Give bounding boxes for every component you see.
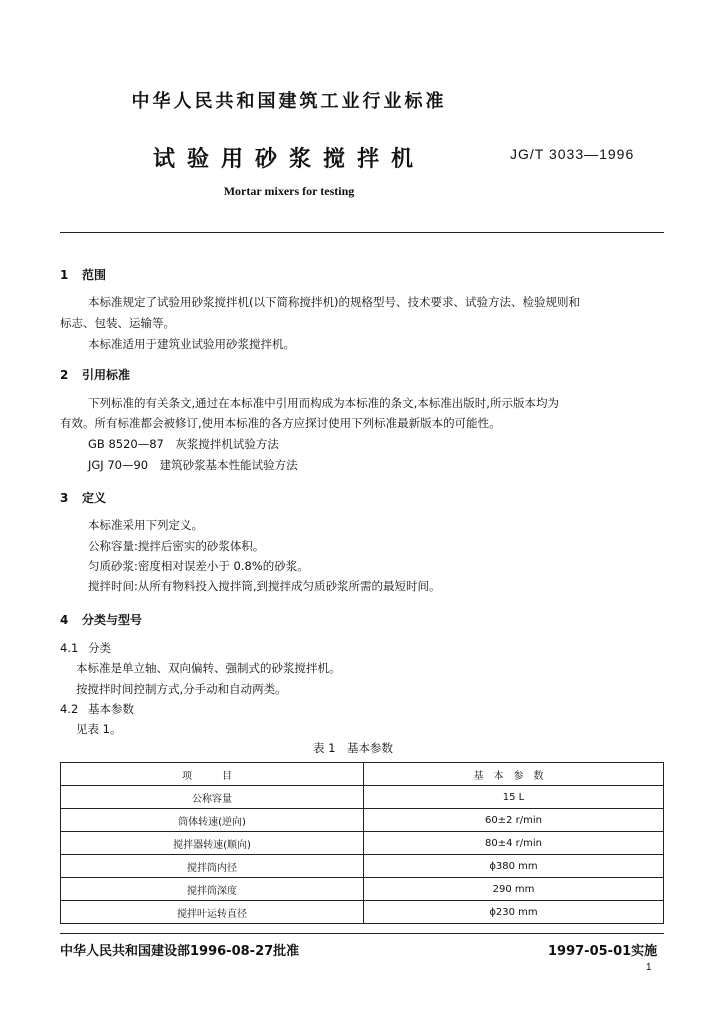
param-value: 290 mm <box>364 878 664 901</box>
paragraph-line: 按搅拌时间控制方式,分手动和自动两类。 <box>76 682 287 696</box>
section-number: 2 <box>60 368 69 382</box>
param-value: 80±4 r/min <box>364 832 664 855</box>
paragraph-line: 本标准适用于建筑业试验用砂浆搅拌机。 <box>88 337 295 351</box>
header-divider <box>60 232 664 233</box>
footer-divider <box>60 933 664 934</box>
paragraph-line: 标志、包装、运输等。 <box>60 316 175 330</box>
document-title: 试验用砂浆搅拌机 <box>152 147 425 172</box>
section-number: 1 <box>60 268 69 282</box>
subsection-title: 分类 <box>88 641 111 655</box>
definition-mixing-time: 搅拌时间:从所有物料投入搅拌筒,到搅拌成匀质砂浆所需的最短时间。 <box>88 579 441 593</box>
paragraph-line: 本标准采用下列定义。 <box>88 518 203 532</box>
section-2-heading <box>60 366 130 383</box>
param-value: 60±2 r/min <box>364 809 664 832</box>
param-name: 搅拌筒内径 <box>61 855 364 878</box>
param-name: 筒体转速(逆向) <box>61 809 364 832</box>
reference-gb-8520: GB 8520—87 灰浆搅拌机试验方法 <box>88 437 279 451</box>
subsection-number: 4.1 <box>60 641 79 655</box>
param-name: 搅拌器转速(顺向) <box>61 832 364 855</box>
subsection-4-2-heading <box>60 701 134 717</box>
english-title: Mortar mixers for testing <box>223 184 355 198</box>
header-value: 基本参数 <box>364 763 664 786</box>
section-3-heading <box>60 489 106 506</box>
page-number: 1 <box>646 962 652 973</box>
section-title: 定义 <box>82 491 107 505</box>
effective-date: 1997-05-01实施 <box>548 944 658 959</box>
table-row <box>61 901 664 924</box>
param-name: 公称容量 <box>61 786 364 809</box>
subsection-4-1-heading <box>60 640 111 656</box>
paragraph-line: 本标准是单立轴、双向偏转、强制式的砂浆搅拌机。 <box>76 661 341 675</box>
section-title: 分类与型号 <box>82 613 143 627</box>
basic-parameters-table <box>60 762 664 924</box>
section-number: 4 <box>60 613 69 627</box>
table-row <box>61 832 664 855</box>
reference-jgj-70: JGJ 70—90 建筑砂浆基本性能试验方法 <box>88 458 298 472</box>
param-name: 搅拌筒深度 <box>61 878 364 901</box>
param-name: 搅拌叶运转直径 <box>61 901 364 924</box>
header-item: 项 目 <box>61 763 364 786</box>
section-title: 范围 <box>82 268 107 282</box>
param-value: ϕ380 mm <box>364 855 664 878</box>
section-1-heading <box>60 266 106 283</box>
param-value: ϕ230 mm <box>364 901 664 924</box>
subsection-number: 4.2 <box>60 702 79 716</box>
table-row <box>61 855 664 878</box>
section-title: 引用标准 <box>82 368 131 382</box>
table-row <box>61 786 664 809</box>
section-4-heading <box>60 611 142 628</box>
paragraph-line: 本标准规定了试验用砂浆搅拌机(以下简称搅拌机)的规格型号、技术要求、试验方法、检验规则和 <box>88 295 580 309</box>
standard-category-header: 中华人民共和国建筑工业行业标准 <box>131 91 447 112</box>
table-header-row <box>61 763 664 786</box>
paragraph-line: 下列标准的有关条文,通过在本标准中引用而构成为本标准的条文,本标准出版时,所示版本均为 <box>88 396 559 410</box>
approval-note: 中华人民共和国建设部1996-08-27批准 <box>60 944 300 959</box>
param-value: 15 L <box>364 786 664 809</box>
table-row <box>61 878 664 901</box>
standard-code: JG/T 3033—1996 <box>510 146 635 162</box>
section-number: 3 <box>60 491 69 505</box>
subsection-title: 基本参数 <box>88 702 134 716</box>
paragraph-line: 见表 1。 <box>76 722 122 736</box>
definition-nominal-capacity: 公称容量:搅拌后密实的砂浆体积。 <box>88 539 265 553</box>
table-row <box>61 809 664 832</box>
definition-homogeneous-mortar: 匀质砂浆:密度相对误差小于 0.8%的砂浆。 <box>88 559 309 573</box>
table-caption: 表 1 基本参数 <box>313 741 393 755</box>
paragraph-line: 有效。所有标准都会被修订,使用本标准的各方应探讨使用下列标准最新版本的可能性。 <box>60 416 501 430</box>
